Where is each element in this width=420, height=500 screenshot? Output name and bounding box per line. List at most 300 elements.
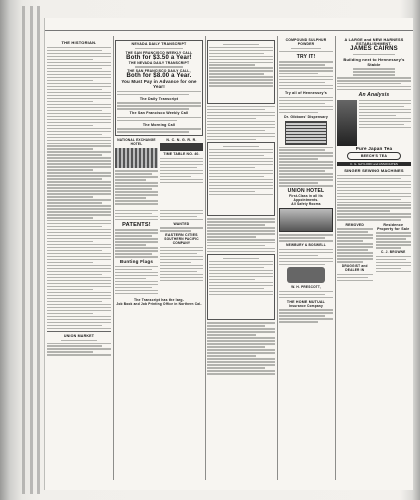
text-line [47, 68, 102, 69]
text-line [209, 82, 273, 83]
text-line [47, 175, 111, 176]
text-line [207, 239, 275, 240]
removed-heading: REMOVED [345, 222, 365, 227]
text-line [337, 193, 411, 194]
text-line [359, 100, 411, 101]
text-line [47, 226, 102, 227]
text-line [207, 328, 275, 329]
text-line [47, 163, 111, 164]
text-line [47, 131, 111, 132]
text-line [115, 179, 146, 180]
text-line [279, 312, 333, 313]
text-line [337, 246, 373, 247]
ad-price-line: Both for $3.50 a Year! [126, 54, 192, 61]
text-line [160, 265, 203, 266]
text-line [160, 262, 191, 263]
text-line [207, 115, 275, 116]
text-line [207, 109, 265, 110]
text-line [337, 83, 401, 84]
text-line [160, 256, 203, 257]
text-line [209, 53, 264, 54]
text-line [279, 167, 333, 168]
text-line [47, 178, 102, 179]
text-line [207, 370, 275, 371]
text-line [160, 219, 203, 220]
tea-figure-engraving [337, 100, 357, 146]
text-line [115, 269, 152, 270]
ad-line: THE SAN FRANCISCO WEEKLY CALL [125, 50, 193, 55]
text-line [279, 161, 333, 162]
text-line [47, 271, 111, 272]
text-line [47, 160, 111, 161]
text-line [279, 51, 333, 52]
text-line [47, 101, 93, 102]
text-line [47, 301, 102, 302]
sulphur-powder-heading: COMPOUND SULPHUR POWDER [285, 38, 327, 46]
text-line [115, 185, 158, 186]
text-line [359, 118, 411, 119]
text-line [337, 219, 401, 220]
text-line [117, 102, 201, 103]
text-line [207, 242, 275, 243]
text-line [279, 309, 333, 310]
text-line [353, 71, 394, 72]
ad-line: THE NEVADA DAILY TRANSCRIPT [128, 60, 190, 65]
newspaper-page [44, 18, 413, 490]
stove-engraving [287, 267, 325, 283]
text-line [279, 237, 325, 238]
text-line [47, 238, 111, 239]
text-line [279, 249, 333, 250]
text-line [359, 124, 404, 125]
text-line [117, 91, 201, 92]
text-line [47, 247, 111, 248]
text-line [47, 304, 111, 305]
text-line [47, 59, 93, 60]
home-mutual-heading: THE HOME MUTUAL [286, 299, 326, 304]
text-line [47, 95, 111, 96]
text-line [115, 176, 158, 177]
text-line [115, 266, 158, 267]
text-line [117, 105, 201, 106]
text-line [209, 85, 273, 86]
text-line [279, 147, 333, 148]
stacked-page-edge [30, 6, 33, 494]
text-line [207, 251, 275, 252]
text-line [47, 157, 111, 158]
transcript-heading: NEVADA DAILY TRANSCRIPT [131, 42, 187, 46]
text-line [115, 216, 158, 217]
text-line [47, 119, 111, 120]
text-line [279, 179, 333, 180]
text-line [207, 121, 275, 122]
text-line [337, 181, 411, 182]
text-line [47, 244, 111, 245]
text-line [115, 191, 158, 192]
ad-line: The Morning Call [142, 122, 176, 127]
masthead-strip [45, 18, 413, 34]
eastern-cities-heading: EASTERN CITIES [165, 233, 198, 238]
text-line [209, 282, 273, 283]
text-line [279, 315, 325, 316]
text-line [337, 207, 411, 208]
text-line [337, 184, 411, 185]
text-line [279, 79, 333, 80]
text-line [209, 73, 264, 74]
text-line [115, 241, 158, 242]
text-line [209, 294, 273, 295]
text-line [115, 219, 158, 220]
text-line [376, 271, 412, 272]
text-line [337, 199, 401, 200]
union-hotel-subheading: First-Class in all Its Appointments. [289, 194, 323, 203]
text-line [279, 112, 318, 113]
text-line [376, 259, 407, 260]
text-line [337, 204, 411, 205]
text-line [209, 167, 255, 168]
text-line [47, 307, 111, 308]
text-line [279, 70, 333, 71]
text-line [115, 253, 152, 254]
text-line [376, 262, 412, 263]
text-line [160, 164, 203, 165]
text-line [279, 103, 325, 104]
text-line [47, 184, 111, 185]
text-line [47, 274, 102, 275]
text-line [47, 187, 111, 188]
text-line [279, 61, 333, 62]
text-line [207, 373, 275, 374]
singer-heading: SINGER SEWING MACHINES [344, 168, 404, 174]
text-line [47, 345, 102, 346]
text-line [291, 48, 321, 49]
text-line [115, 275, 158, 276]
text-line [47, 298, 111, 299]
text-line [47, 104, 111, 105]
text-line [47, 232, 111, 233]
text-line [279, 73, 318, 74]
text-line [47, 86, 111, 87]
hennessey-heading: Try all of Hennessey's [284, 91, 327, 95]
text-line [223, 258, 259, 259]
text-line [337, 175, 411, 176]
patents-heading: PATENTS! [122, 221, 151, 228]
text-line [117, 117, 201, 118]
union-hotel-heading: UNION HOTEL [287, 188, 325, 195]
browne-heading: C. J. BROWNE [380, 250, 406, 255]
stable-heading: Building next to Hennessey's Stable [343, 56, 405, 67]
beech-tea-seal: BEECH'S TEA [360, 154, 388, 159]
text-line [47, 113, 111, 114]
text-line [209, 267, 264, 268]
text-line [209, 158, 273, 159]
text-line [47, 65, 111, 66]
text-line [279, 258, 333, 259]
text-line [117, 120, 177, 121]
text-line [47, 83, 111, 84]
article-text [47, 47, 111, 329]
text-line [279, 82, 325, 83]
text-line [47, 154, 102, 155]
ad-notice: You Must Pay in Advance for one Year! [121, 79, 197, 90]
text-line [160, 259, 203, 260]
text-line [47, 116, 111, 117]
text-line [47, 122, 111, 123]
text-line [135, 66, 182, 67]
printing-ad-line: Job Book and Job Printing Office in Northern Cal- [116, 301, 202, 306]
text-line [117, 131, 189, 132]
text-line [209, 173, 273, 174]
column-rule [277, 36, 278, 480]
text-line [209, 276, 273, 277]
text-line [115, 213, 152, 214]
text-line [337, 202, 411, 203]
text-line [47, 202, 102, 203]
text-line [207, 331, 275, 332]
text-line [47, 128, 111, 129]
text-line [279, 97, 333, 98]
text-line [209, 279, 255, 280]
gaylord-banner: C. G. GAYLORD and ASSOCIATES [337, 162, 411, 166]
text-line [160, 179, 203, 180]
text-line [117, 108, 189, 109]
text-line [207, 343, 275, 344]
text-line [209, 288, 264, 289]
text-line [279, 261, 333, 262]
text-line [359, 127, 411, 128]
dispensary-heading: Dr. Gibbons' Dispensary [284, 114, 328, 119]
text-line [207, 124, 275, 125]
text-line [47, 348, 111, 349]
text-line [115, 170, 158, 171]
text-line [47, 250, 102, 251]
text-line [47, 256, 111, 257]
text-line [207, 367, 265, 368]
text-line [47, 140, 111, 141]
column-4-advertisements [279, 38, 333, 476]
japan-tea-heading: Pure Japan Tea [355, 146, 393, 152]
text-line [279, 185, 333, 186]
text-line [47, 265, 111, 266]
text-line [160, 213, 203, 214]
text-line [160, 170, 203, 171]
text-line [279, 152, 333, 153]
text-line [115, 238, 158, 239]
text-line [115, 182, 158, 183]
text-line [207, 361, 275, 362]
ad-line: The Daily Transcript [139, 96, 179, 101]
text-line [209, 270, 273, 271]
text-line [47, 169, 93, 170]
text-line [279, 164, 333, 165]
text-line [279, 149, 325, 150]
text-line [337, 231, 368, 232]
text-line [160, 182, 203, 183]
ad-price-line: Both for $8.00 a Year. [126, 73, 192, 80]
text-line [207, 352, 275, 353]
text-line [115, 194, 158, 195]
text-line [160, 167, 197, 168]
text-line [337, 237, 373, 238]
text-line [47, 143, 111, 144]
text-line [47, 322, 111, 323]
text-line [207, 355, 256, 356]
text-line [209, 67, 273, 68]
text-line [115, 210, 158, 211]
text-line [160, 277, 203, 278]
text-line [47, 92, 111, 93]
text-line [279, 264, 325, 265]
text-line [47, 196, 93, 197]
text-line [207, 118, 256, 119]
text-line [279, 106, 333, 107]
text-line [207, 337, 275, 338]
text-line [47, 199, 111, 200]
railroad-ad-heading: N. C. N. G. R. R. [166, 138, 197, 143]
text-line [47, 286, 111, 287]
text-line [279, 240, 333, 241]
text-line [160, 274, 203, 275]
text-line [209, 70, 273, 71]
hotel-engraving [115, 148, 158, 168]
text-line [376, 244, 412, 245]
text-line [337, 261, 363, 262]
column-1 [47, 40, 111, 476]
text-line [209, 76, 273, 77]
text-line [47, 241, 93, 242]
text-line [376, 256, 412, 257]
text-line [209, 56, 273, 57]
ad-line: THE SAN FRANCISCO DAILY CALL, [127, 69, 191, 74]
text-line [337, 178, 401, 179]
text-line [47, 145, 111, 146]
text-line [279, 76, 333, 77]
train-engraving [160, 143, 203, 151]
text-line [359, 109, 411, 110]
text-line [207, 224, 265, 225]
text-line [115, 235, 152, 236]
text-line [47, 235, 111, 236]
text-line [209, 164, 273, 165]
column-rule [205, 36, 206, 480]
text-line [207, 346, 265, 347]
text-line [279, 176, 333, 177]
text-line [337, 190, 390, 191]
text-line [115, 229, 158, 230]
text-line [47, 283, 111, 284]
union-market-ad: UNION MARKET [63, 333, 95, 338]
text-line [209, 291, 273, 292]
prescott-heading: W. H. PRESCOTT, [291, 285, 321, 290]
text-line [47, 289, 93, 290]
text-line [47, 190, 111, 191]
text-line [117, 94, 189, 95]
text-line [115, 250, 158, 251]
column-2-advertisements [115, 38, 203, 476]
text-line [279, 88, 333, 89]
text-line [207, 349, 275, 350]
text-line [117, 128, 201, 129]
text-line [47, 62, 111, 63]
text-line [160, 173, 203, 174]
text-line [160, 250, 203, 251]
text-line [209, 64, 255, 65]
text-line [47, 172, 111, 173]
text-line [47, 125, 93, 126]
text-line [209, 194, 273, 195]
text-line [209, 185, 273, 186]
text-line [115, 272, 158, 273]
text-line [47, 292, 111, 293]
text-line [47, 110, 102, 111]
text-line [279, 173, 333, 174]
text-line [223, 44, 259, 45]
text-line [207, 139, 256, 140]
stacked-page-edge [22, 6, 25, 494]
text-line [115, 188, 152, 189]
text-line [337, 86, 411, 87]
text-line [160, 216, 197, 217]
text-line [47, 137, 111, 138]
text-line [209, 152, 273, 153]
text-line [209, 62, 273, 63]
text-line [359, 115, 396, 116]
text-line [209, 59, 273, 60]
text-line [207, 227, 275, 228]
text-line [115, 197, 146, 198]
text-line [207, 106, 275, 107]
text-line [209, 179, 273, 180]
text-line [47, 71, 111, 72]
text-line [160, 268, 203, 269]
text-line [359, 106, 404, 107]
text-line [207, 325, 265, 326]
stacked-page-edge [37, 6, 40, 494]
text-line [47, 166, 111, 167]
text-line [209, 50, 273, 51]
text-line [47, 325, 102, 326]
text-line [160, 210, 203, 211]
text-line [209, 155, 264, 156]
residence-sale-heading: Residence Property for Sale [377, 222, 410, 231]
text-line [115, 203, 158, 204]
text-line [337, 234, 373, 235]
text-line [359, 103, 411, 104]
text-line [353, 68, 394, 69]
text-line [115, 200, 158, 201]
text-line [47, 268, 111, 269]
text-line [47, 351, 93, 352]
wanted-heading: WANTED [173, 221, 190, 226]
text-line [207, 136, 275, 137]
text-line [353, 54, 394, 55]
text-line [47, 89, 102, 90]
text-line [337, 213, 411, 214]
text-line [47, 280, 111, 281]
text-line [47, 98, 111, 99]
text-line [209, 285, 273, 286]
text-line [279, 234, 333, 235]
text-line [47, 217, 93, 218]
text-line [279, 85, 333, 86]
column-3-notices [207, 38, 275, 476]
text-line [61, 340, 97, 341]
text-line [47, 253, 111, 254]
text-line [279, 109, 333, 110]
text-line [209, 273, 273, 274]
text-line [279, 291, 333, 292]
text-line [207, 340, 275, 341]
